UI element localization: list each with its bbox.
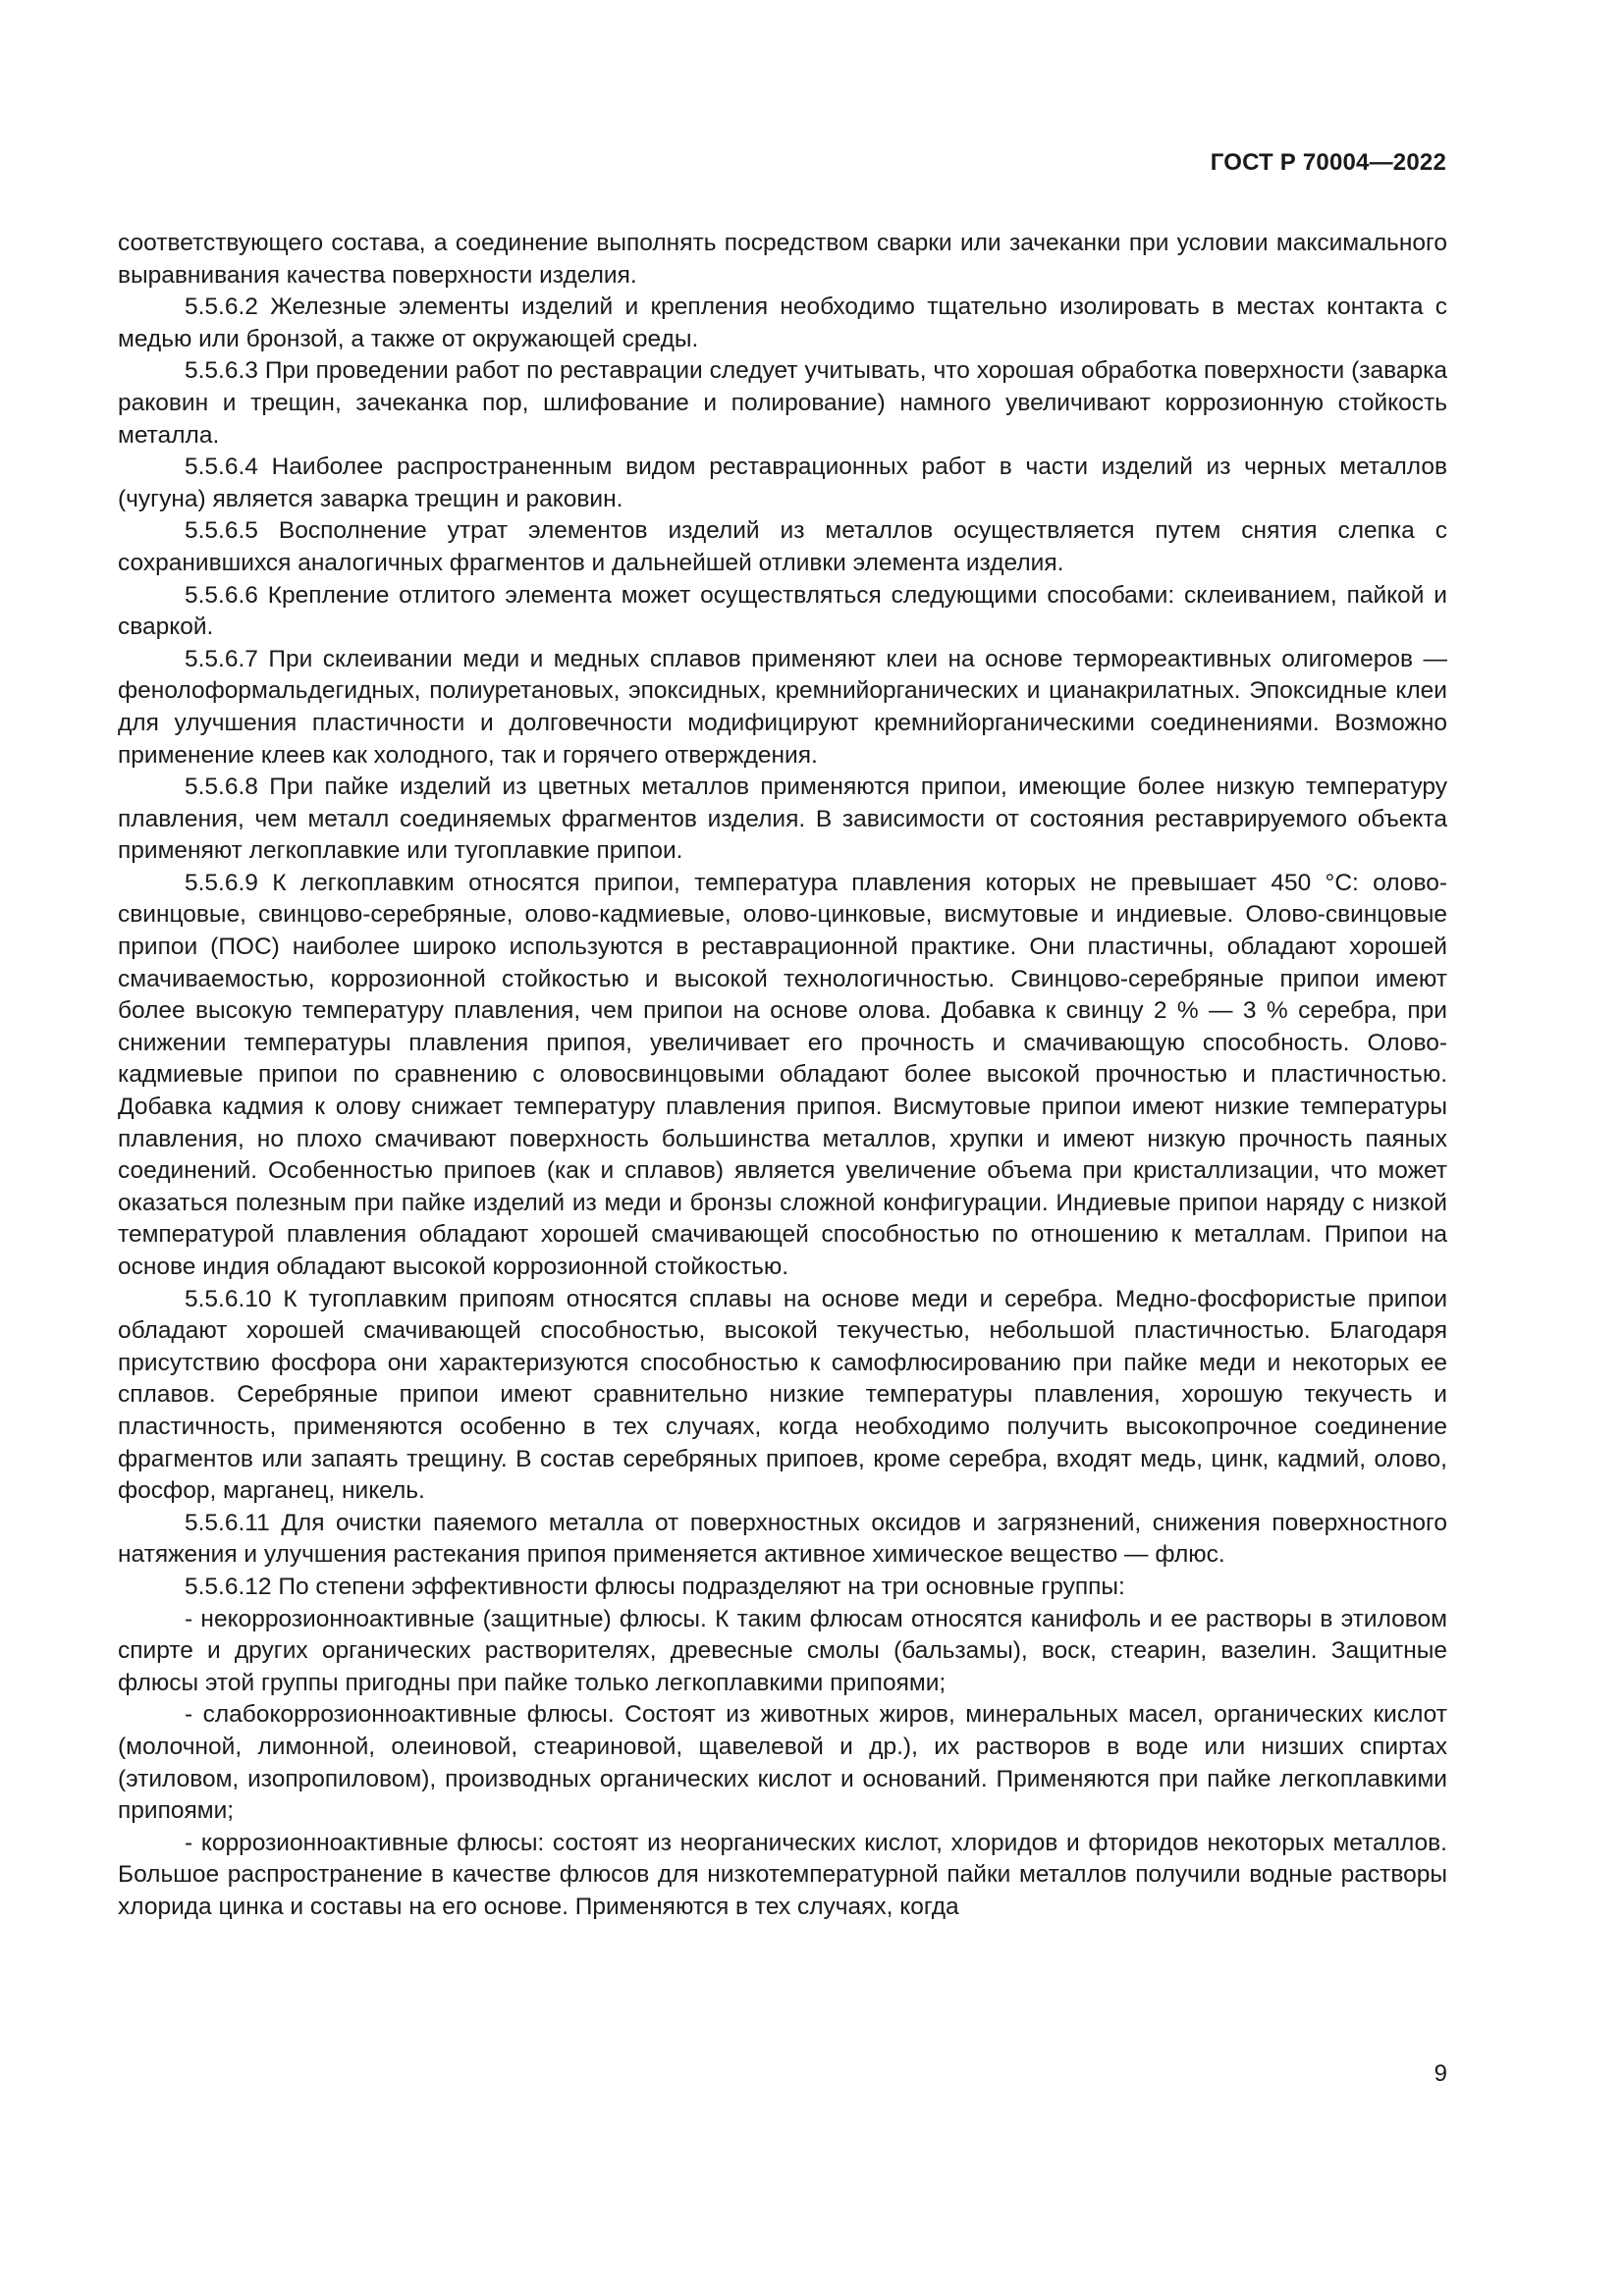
paragraph-5-5-6-8: 5.5.6.8 При пайке изделий из цветных металлов применяются припои, имеющие более низкую температуру плавления, чем металл соединяемых фрагментов изделия. В зависимости от состояния реставрируемого объекта применяют легкоплавкие или тугоплавкие припои. bbox=[118, 774, 1447, 865]
page-body bbox=[118, 228, 1447, 1923]
paragraph-5-5-6-6: 5.5.6.6 Крепление отлитого элемента может осуществляться следующими способами: склеиванием, пайкой и сваркой. bbox=[118, 581, 1447, 641]
page-number: 9 bbox=[1434, 2060, 1447, 2087]
paragraph-5-5-6-5: 5.5.6.5 Восполнение утрат элементов изделий из металлов осуществляется путем снятия слепка с сохранившихся аналогичных фрагментов и дальнейшей отливки элемента изделия. bbox=[118, 517, 1447, 576]
paragraph-5-5-6-11: 5.5.6.11 Для очистки паяемого металла от поверхностных оксидов и загрязнений, снижения поверхностного натяжения и улучшения растекания припоя применяется активное химическое вещество — флюс. bbox=[118, 1509, 1447, 1569]
document-code-header: ГОСТ Р 70004—2022 bbox=[1210, 149, 1446, 176]
paragraph-5-5-6-10: 5.5.6.10 К тугоплавким припоям относятся сплавы на основе меди и серебра. Медно-фосфористые припои обладают хорошей смачивающей способностью, высокой текучестью, небольшой пластичностью. Благодаря присутствию фосфора они характеризуются способностью к самофлюсированию при пайке меди и некоторых ее сплавов. Серебряные припои имеют сравнительно низкие температуры плавления, хорошую текучесть и пластичность, применяются особенно в тех случаях, когда необходимо получить высокопрочное соединение фрагментов или запаять трещину. В состав серебряных припоев, кроме серебра, входят медь, цинк, кадмий, олово, фосфор, марганец, никель. bbox=[118, 1285, 1447, 1505]
paragraph-5-5-6-2: 5.5.6.2 Железные элементы изделий и крепления необходимо тщательно изолировать в местах контакта с медью или бронзой, а также от окружающей среды. bbox=[118, 294, 1447, 352]
paragraph-5-5-6-9: 5.5.6.9 К легкоплавким относятся припои, температура плавления которых не превышает 450 °C: олово-свинцовые, свинцово-серебряные, олово-кадмиевые, олово-цинковые, висмутовые и индиевые. Олово-свинцовые припои (ПОС) наиболее широко используются в реставрационной практике. Они пластичны, обладают хорошей смачиваемостью, коррозионной стойкостью и высокой технологичностью. Свинцово-серебряные припои имеют более высокую температуру плавления, чем припои на основе олова. Добавка к свинцу 2 % — 3 % серебра, при снижении температуры плавления припоя, увеличивает его прочность и смачивающую способность. Олово-кадмиевые припои по сравнению с оловосвинцовыми обладают более высокой прочностью и пластичностью. Добавка кадмия к олову снижает температуру плавления припоя. Висмутовые припои имеют низкие температуры плавления, но плохо смачивают поверхность большинства металлов, хрупки и имеют низкую прочность паяных соединений. Особенностью припоев (как и сплавов) является увеличение объема при кристаллизации, что может оказаться полезным при пайке изделий из меди и бронзы сложной конфигурации. Индиевые припои наряду с низкой температурой плавления обладают хорошей смачивающей способностью по отношению к металлам. Припои на основе индия обладают высокой коррозионной стойкостью. bbox=[118, 869, 1447, 1280]
paragraph-5-5-6-4: 5.5.6.4 Наиболее распространенным видом реставрационных работ в части изделий из черных металлов (чугуна) является заварка трещин и раковин. bbox=[118, 454, 1447, 512]
list-item-corrosive-fluxes: - коррозионноактивные флюсы: состоят из неорганических кислот, хлоридов и фторидов некоторых металлов. Большое распространение в качестве флюсов для низкотемпературной пайки металлов получили водные растворы хлорида цинка и составы на его основе. Применяются в тех случаях, когда bbox=[118, 1829, 1447, 1920]
paragraph-5-5-6-3: 5.5.6.3 При проведении работ по реставрации следует учитывать, что хорошая обработка поверхности (заварка раковин и трещин, зачеканка пор, шлифование и полирование) намного увеличивают коррозионную стойкость металла. bbox=[118, 357, 1447, 449]
paragraph-5-5-6-12: 5.5.6.12 По степени эффективности флюсы подразделяют на три основные группы: bbox=[185, 1573, 1125, 1600]
paragraph-continuation: соответствующего состава, а соединение выполнять посредством сварки или зачеканки при условии максимального выравнивания качества поверхности изделия. bbox=[118, 230, 1447, 289]
list-item-weakly-corrosive-fluxes: - слабокоррозионноактивные флюсы. Состоят из животных жиров, минеральных масел, органических кислот (молочной, лимонной, олеиновой, стеариновой, щавелевой и др.), их растворов в воде или низших спиртах (этиловом, изопропиловом), производных органических кислот и оснований. Применяются при пайке легкоплавкими припоями; bbox=[118, 1701, 1447, 1825]
list-item-non-corrosive-fluxes: - некоррозионноактивные (защитные) флюсы. К таким флюсам относятся канифоль и ее растворы в этиловом спирте и других органических растворителях, древесные смолы (бальзамы), воск, стеарин, вазелин. Защитные флюсы этой группы пригодны при пайке только легкоплавкими припоями; bbox=[118, 1605, 1447, 1696]
paragraph-5-5-6-7: 5.5.6.7 При склеивании меди и медных сплавов применяют клеи на основе термореактивных олигомеров — фенолоформальдегидных, полиуретановых, эпоксидных, кремнийорганических и цианакрилатных. Эпоксидные клеи для улучшения пластичности и долговечности модифицируют кремнийорганическими соединениями. Возможно применение клеев как холодного, так и горячего отверждения. bbox=[118, 645, 1447, 769]
